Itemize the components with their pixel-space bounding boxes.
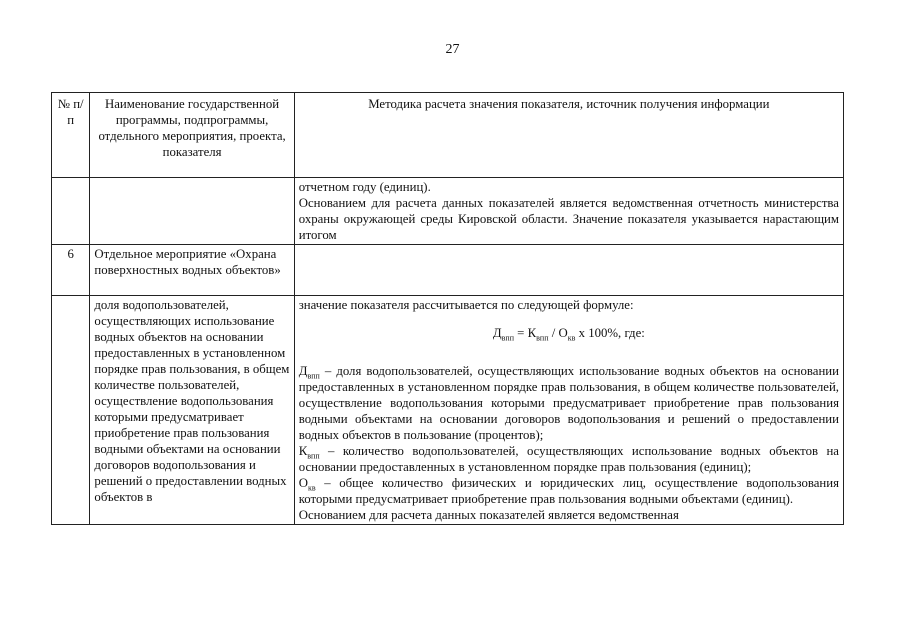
table-row xyxy=(52,245,844,296)
symbol: К xyxy=(298,444,308,458)
formula xyxy=(299,325,839,341)
formula-symbol: Д xyxy=(492,326,502,340)
definition-d xyxy=(299,363,839,443)
formula-subscript: кв xyxy=(567,333,576,343)
row-number: 6 xyxy=(52,245,90,296)
definition-text: – доля водопользователей, осуществляющих использование водных объектов на основании предоставленных в установленном порядке прав пользования, в общем количестве пользователей, осуществление водопользования которыми предусматривает приобретение прав пользования водными объектами на основании договоров водопользования и решений о предоставлении водных объектов в пользование (процентов); xyxy=(298,364,839,442)
formula-operator: = xyxy=(513,326,528,340)
formula-tail: х 100%, где: xyxy=(575,326,645,340)
formula-symbol: К xyxy=(527,326,537,340)
header-method: Методика расчета значения показателя, источник получения информации xyxy=(294,93,843,178)
subscript: впп xyxy=(307,371,320,381)
symbol: Д xyxy=(298,364,308,378)
header-name: Наименование государственной программы, подпрограммы, отдельного мероприятия, проекта, показателя xyxy=(90,93,294,178)
method-text: отчетном году (единиц). xyxy=(298,180,431,194)
definition-k xyxy=(299,443,839,475)
page-number: 27 xyxy=(445,42,460,57)
cell-empty xyxy=(52,178,90,245)
table-header-row xyxy=(52,93,844,178)
symbol: О xyxy=(298,476,308,490)
formula-operator: / xyxy=(548,326,559,340)
definition-text: – общее количество физических и юридических лиц, осуществление водопользования которыми предусматривает приобретение прав пользования водными объектами (единиц). xyxy=(298,476,839,506)
method-cell xyxy=(294,178,843,245)
cell-empty xyxy=(90,178,294,245)
formula-intro: значение показателя рассчитывается по следующей формуле: xyxy=(298,298,634,312)
subscript: впп xyxy=(307,451,320,461)
indicator-table xyxy=(51,92,844,525)
subscript: кв xyxy=(307,483,316,493)
header-num: № п/п xyxy=(52,93,90,178)
definition-o xyxy=(299,475,839,507)
table-row xyxy=(52,178,844,245)
formula-subscript: впп xyxy=(536,333,549,343)
formula-symbol: О xyxy=(558,326,568,340)
indicator-name: доля водопользователей, осуществляющих использование водных объектов на основании предоставленных в установленном порядке прав пользования, в общем количестве пользователей, осуществление водопользования которыми предусматривает приобретение прав пользования водными объектами на основании договоров водопользования и решений о предоставлении водных объектов в xyxy=(90,296,294,525)
cell-empty xyxy=(52,296,90,525)
method-text: Основанием для расчета данных показателей является ведомственная отчетность министерства охраны окружающей среды Кировской области. Значение показателя указывается нарастающим итогом xyxy=(298,196,839,242)
method-cell xyxy=(294,296,843,525)
formula-subscript: впп xyxy=(501,333,514,343)
definition-text: – количество водопользователей, осуществляющих использование водных объектов на основании предоставленных в установленном порядке прав пользования (единиц); xyxy=(298,444,839,474)
cell-empty xyxy=(294,245,843,296)
program-name: Отдельное мероприятие «Охрана поверхностных водных объектов» xyxy=(90,245,294,296)
basis-text: Основанием для расчета данных показателей является ведомственная xyxy=(298,508,679,522)
table-row xyxy=(52,296,844,525)
